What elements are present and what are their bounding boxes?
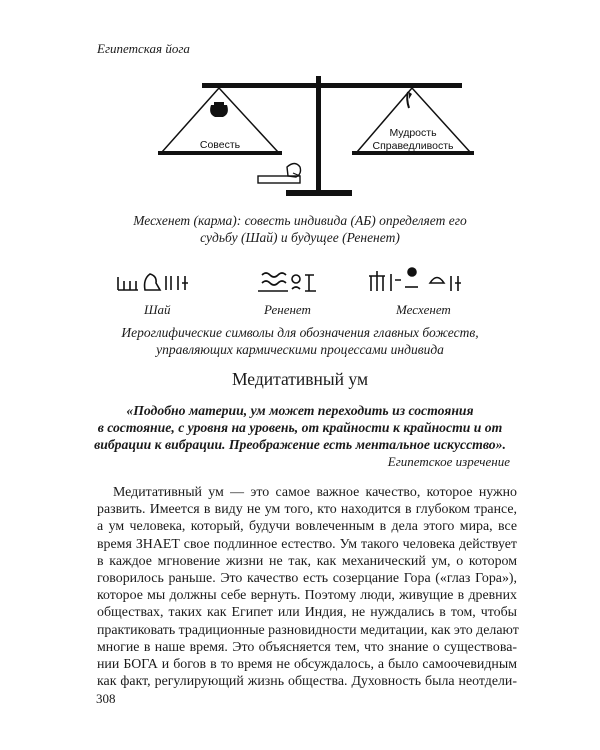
renenet-hieroglyph-icon xyxy=(258,273,316,291)
body-line: развить. Имеется в виду не ум того, кто находится в глубоком трансе, xyxy=(97,502,517,518)
shai-hieroglyph-icon xyxy=(118,274,188,290)
meskhenet-hieroglyph-icon xyxy=(369,268,461,291)
glyph-label-shai: Шай xyxy=(144,302,171,317)
body-line: говорилось раньше. Это качество есть созерцание Гора («глаз Гора»), xyxy=(97,571,517,587)
body-paragraph xyxy=(97,484,517,690)
quote-attribution: Египетское изречение xyxy=(387,454,510,469)
page-number: 308 xyxy=(96,691,116,706)
body-line: а ум человека, который, будучи вовлеченным в дела этого мира, все xyxy=(97,519,517,535)
epigraph-quote xyxy=(88,402,512,454)
quote-line1: «Подобно материи, ум может переходить из состояния xyxy=(126,403,474,418)
scale-caption-line2: судьбу (Шай) и будущее (Рененет) xyxy=(200,230,400,245)
running-head: Египетская йога xyxy=(97,41,190,56)
right-pan-label-line2: Справедливость xyxy=(372,140,454,152)
right-pan-label-line1: Мудрость xyxy=(389,127,437,139)
quote-line2: в состояние, с уровня на уровень, от крайности к крайности и от xyxy=(97,420,503,436)
quote-line3: вибрации к вибрации. Преображение есть ментальное искусство». xyxy=(94,437,506,453)
body-line: многие в наше время. Это объясняется тем, что знание о существова- xyxy=(97,639,517,655)
section-title: Медитативный ум xyxy=(231,369,369,389)
body-line: время ЗНАЕТ свое подлинное естество. Ум такого человека действует xyxy=(97,536,517,552)
body-line: Медитативный ум — это самое важное качество, которое нужно xyxy=(113,485,517,500)
body-line: как факт, регулирующий жизнь общества. Духовность была неотдели- xyxy=(97,674,517,690)
left-pan-label: Совесть xyxy=(199,139,241,151)
scale-caption-line1: Месхенет (карма): совесть индивида (АБ) определяет его xyxy=(133,213,467,228)
body-line: обществах, таких как Египет или Индия, не нуждались в том, чтобы xyxy=(97,605,517,621)
hieroglyph-caption xyxy=(60,324,540,358)
body-line: которое мы должны себе вернуть. Поэтому люди, живущие в древних xyxy=(97,588,517,604)
hieroglyph-caption-line2: управляющих кармическими процессами индивида xyxy=(156,342,444,357)
body-line: в каждое мгновение жизни не так, как механический ум, о котором xyxy=(97,553,517,569)
glyph-label-renenet: Рененет xyxy=(264,302,311,317)
glyph-label-meskhenet: Месхенет xyxy=(396,302,451,317)
hieroglyph-illustration xyxy=(0,0,600,310)
hieroglyph-caption-line1: Иероглифические символы для обозначения главных божеств, xyxy=(121,325,479,340)
body-line: нии БОГА и богов в то время не обсуждалось, а было самоочевидным xyxy=(97,657,517,673)
body-line: практиковать традиционные разновидности медитации, как это делают xyxy=(97,622,519,638)
